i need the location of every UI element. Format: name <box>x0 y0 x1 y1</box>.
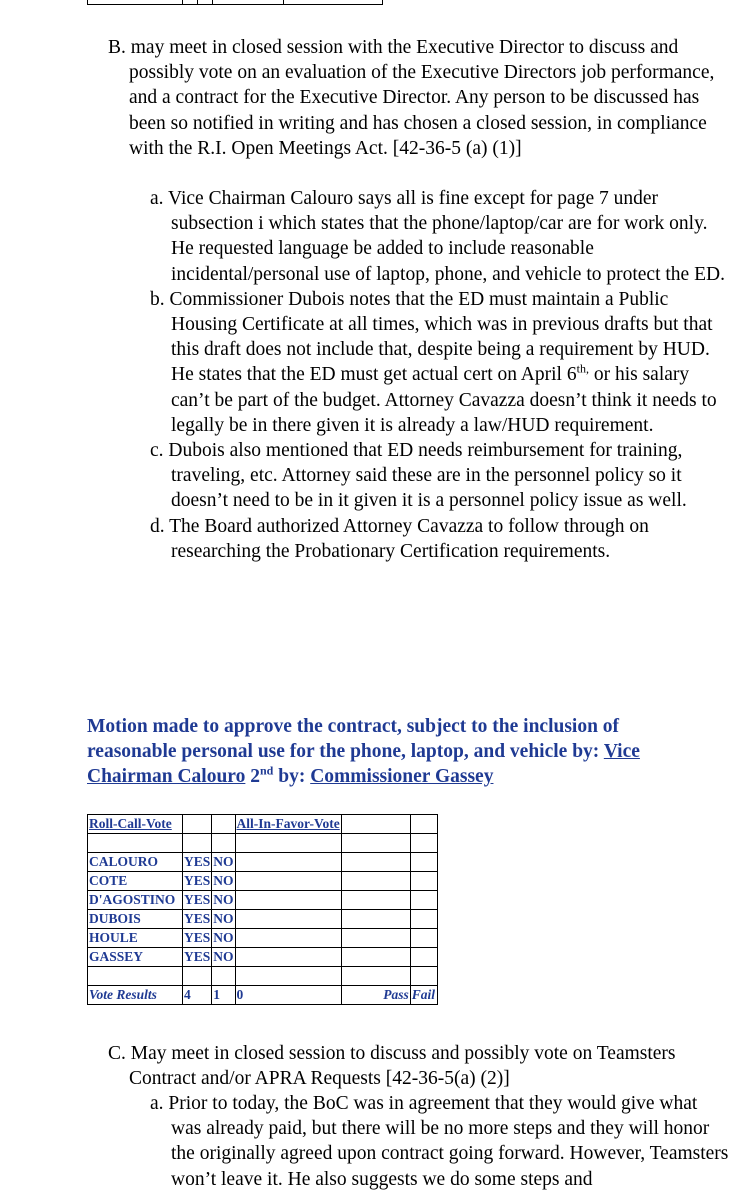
subitem-c: c. Dubois also mentioned that ED needs reimbursement for training, traveling, etc. Attorney said these are in the personnel policy so it doesn’t need to be in it given it is a personnel policy issue as well. <box>150 440 687 512</box>
vote-row: COTE YES NO <box>88 872 438 891</box>
previous-vote-table-fragment <box>87 0 383 6</box>
agenda-item-c-subitems <box>150 1091 730 1192</box>
subitem-d: d. The Board authorized Attorney Cavazza to follow through on researching the Probationary Certification requirements. <box>150 515 649 562</box>
roll-call-vote-table <box>87 814 438 1005</box>
subitem-a: a. Vice Chairman Calouro says all is fine except for page 7 under subsection i which states that the phone/laptop/car are for work only. He requested language be added to include reasonable incidental/personal use of laptop, phone, and vehicle to protect the ED. <box>150 188 725 285</box>
motion-text: Motion made to approve the contract, subject to the inclusion of reasonable personal use for the phone, laptop, and vehicle by: Vice Chairman Calouro 2nd by: Commissioner Gassey <box>87 716 640 788</box>
seconder-name: Commissioner Gassey <box>310 766 494 788</box>
vote-table-header: Roll-Call-Vote All-In-Favor-Vote <box>88 815 438 834</box>
vote-row: GASSEY YES NO <box>88 948 438 967</box>
abstain-total: 0 <box>235 986 341 1005</box>
subitem-b: b. Commissioner Dubois notes that the ED must maintain a Public Housing Certificate at all times, which was in previous drafts but that this draft does not include that, despite being a requirement by HUD. He states that the ED must get actual cert on April $6^{th,}$ or his salary can’t be part of the budget. Attorney Cavazza doesn’t think it needs to legally be in there given it is already a law/HUD requirement. <box>150 288 717 436</box>
agenda-item-c <box>108 1041 728 1091</box>
mover-name: Vice Chairman Calouro <box>87 741 640 788</box>
agenda-item-c-text: C. May meet in closed session to discuss and possibly vote on Teamsters Contract and/or APRA Requests [42-36-5(a) (2)] <box>108 1043 676 1090</box>
agenda-item-b-text: B. may meet in closed session with the Executive Director to discuss and possibly vote on an evaluation of the Executive Directors job performance, and a contract for the Executive Director. Any person to be discussed has been so notified in writing and has chosen a closed session, in compliance with the R.I. Open Meetings Act. [42-36-5 (a) (1)] <box>108 37 715 159</box>
vote-row: HOULE YES NO <box>88 929 438 948</box>
fail-label: Fail <box>410 986 437 1005</box>
pass-label: Pass <box>341 986 410 1005</box>
agenda-item-b-subitems <box>150 186 730 564</box>
agenda-item-b <box>108 35 728 161</box>
vote-row: CALOURO YES NO <box>88 853 438 872</box>
subitem-a: a. Prior to today, the BoC was in agreement that they would give what was already paid, but there will be no more steps and they will honor the originally agreed upon contract going forward. However, Teamsters won’t leave it. He also suggests we do some steps and <box>150 1093 729 1190</box>
yes-total: 4 <box>183 986 212 1005</box>
vote-results-row: Vote Results 4 1 0 Pass Fail <box>88 986 438 1005</box>
vote-row: D'AGOSTINO YES NO <box>88 891 438 910</box>
no-total: 1 <box>212 986 235 1005</box>
vote-row: DUBOIS YES NO <box>88 910 438 929</box>
